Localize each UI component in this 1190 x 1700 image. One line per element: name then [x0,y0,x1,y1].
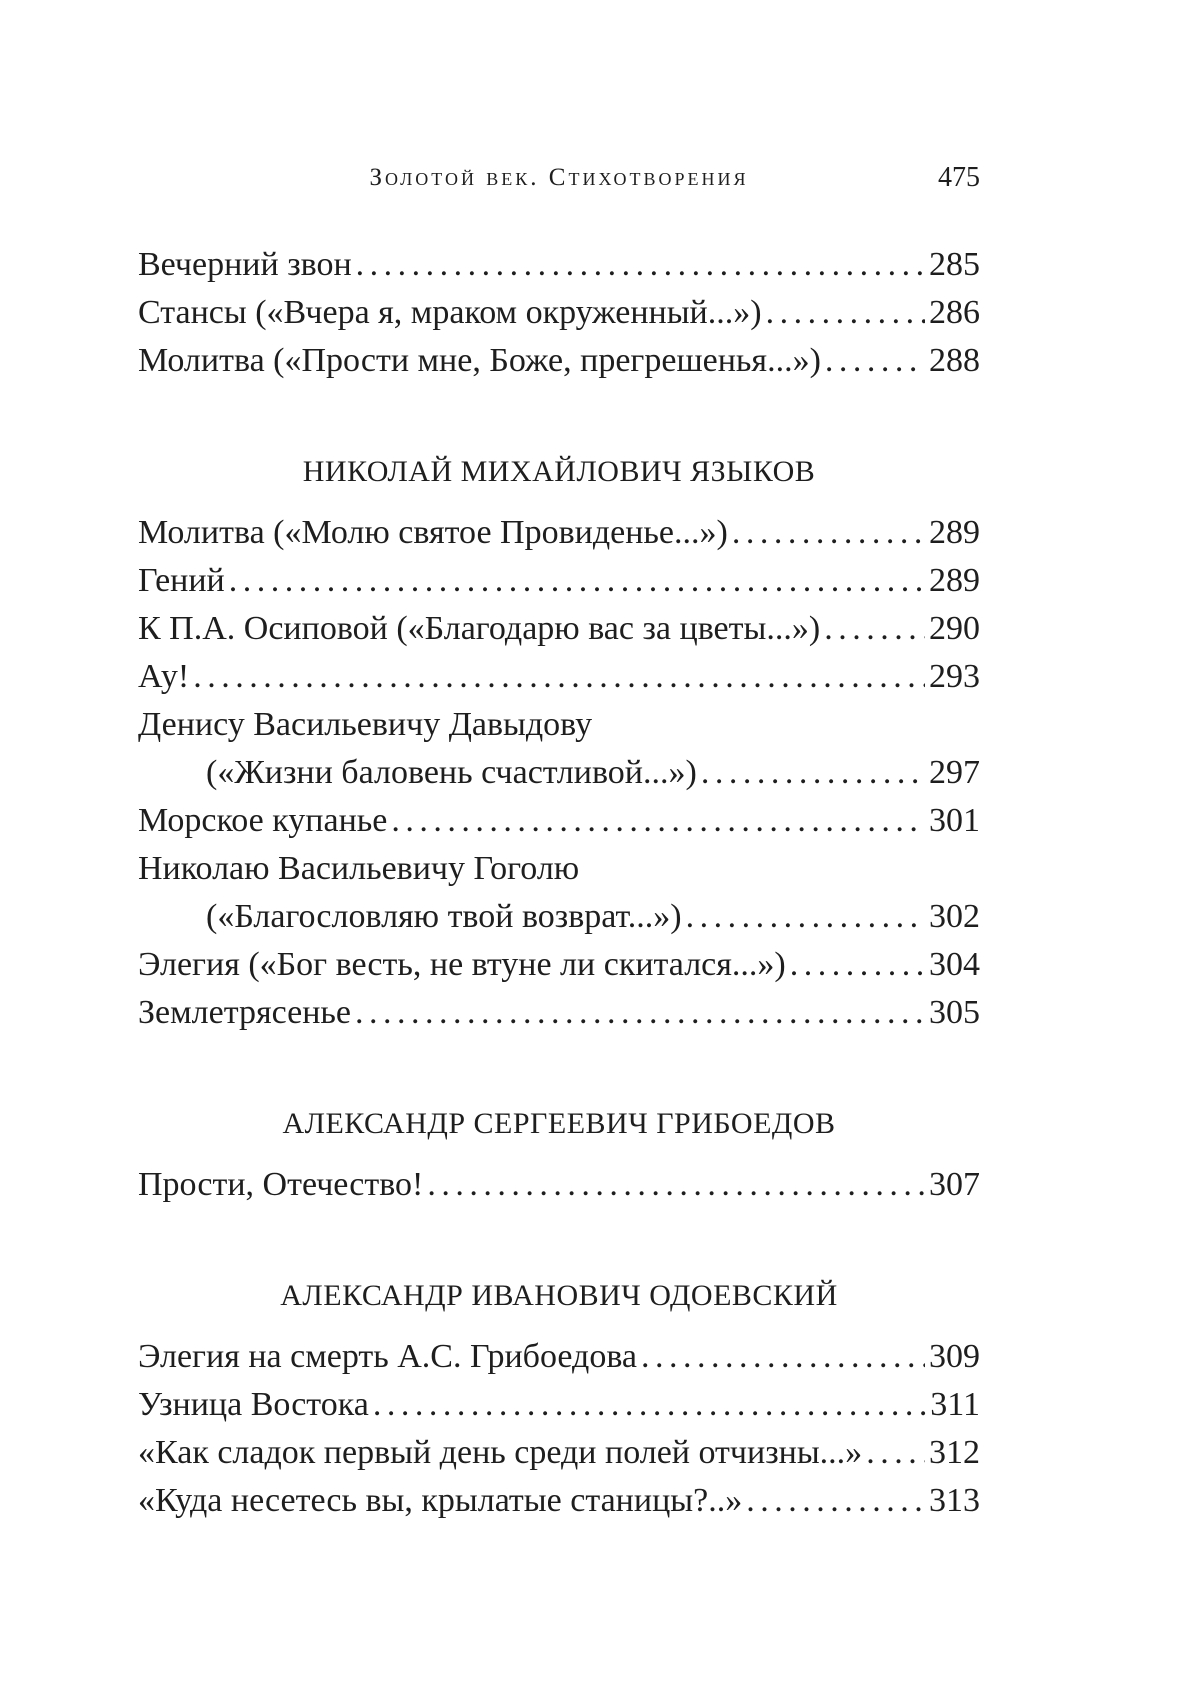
toc-entry-title: Землетрясенье [138,994,351,1031]
running-title: Золотой век. Стихотворения [369,164,749,191]
toc-entry [138,509,980,557]
dot-leader [229,557,925,605]
toc-entry-title: («Жизни баловень счастливой...») [206,754,697,791]
toc-entry [138,605,980,653]
toc-entry [138,1477,980,1525]
toc-entry-page: 290 [929,610,980,647]
toc-entry-title: Стансы («Вчера я, мраком окруженный...») [138,294,762,331]
toc-entry-page: 286 [929,294,980,331]
toc-entry [138,241,980,289]
toc-entry-page: 302 [929,898,980,935]
toc-entry-title: Молитва («Прости мне, Боже, прегрешенья...») [138,342,821,379]
toc-entry [138,1161,980,1209]
dot-leader [824,605,925,653]
running-head [138,158,980,198]
toc-entry-page: 293 [929,658,980,695]
toc-entry-title: Узница Востока [138,1386,369,1423]
toc-entry [138,557,980,605]
toc-entry [138,989,980,1037]
toc-entry [138,1429,980,1477]
toc-entry [138,1333,980,1381]
author-heading: НИКОЛАЙ МИХАЙЛОВИЧ ЯЗЫКОВ [302,455,816,488]
toc-entry-title: («Благословляю твой возврат...») [206,898,682,935]
dot-leader [766,289,925,337]
toc-entry-title: Молитва («Молю святое Провиденье...») [138,514,728,551]
dot-leader [641,1333,925,1381]
toc-entry-title: Элегия («Бог весть, не втуне ли скитался...») [138,946,786,983]
dot-leader [732,509,925,557]
toc-entry [138,289,980,337]
toc-entry-page: 311 [930,1386,980,1423]
toc-entry-page: 304 [929,946,980,983]
author-heading: АЛЕКСАНДР СЕРГЕЕВИЧ ГРИБОЕДОВ [282,1107,836,1140]
toc-entry-page: 301 [929,802,980,839]
toc-entry-page: 305 [929,994,980,1031]
author-heading: АЛЕКСАНДР ИВАНОВИЧ ОДОЕВСКИЙ [280,1279,838,1312]
toc-entry-page: 288 [929,342,980,379]
toc-entry [138,893,980,941]
table-of-contents [138,241,980,1525]
toc-entry-page: 289 [929,562,980,599]
toc-entry-page: 313 [929,1482,980,1519]
toc-entry-title: Вечерний звон [138,246,352,283]
dot-leader [825,337,925,385]
dot-leader [701,749,925,797]
dot-leader [193,653,925,701]
dot-leader [866,1429,925,1477]
dot-leader [746,1477,925,1525]
toc-entry [138,653,980,701]
toc-entry-page: 312 [929,1434,980,1471]
toc-entry-title: Прости, Отечество! [138,1166,424,1203]
dot-leader [427,1161,925,1209]
dot-leader [790,941,925,989]
toc-entry [138,941,980,989]
toc-entry-title: К П.А. Осиповой («Благодарю вас за цветы...») [138,610,821,647]
toc-entry-page: 307 [929,1166,980,1203]
dot-leader [355,989,925,1037]
dot-leader [356,241,925,289]
toc-entry-page: 297 [929,754,980,791]
toc-entry-page: 285 [929,246,980,283]
toc-entry-title-line1: Николаю Васильевичу Гоголю [138,850,580,887]
toc-entry [138,749,980,797]
toc-entry-page: 289 [929,514,980,551]
toc-entry-page: 309 [929,1338,980,1375]
toc-entry-title-line1: Денису Васильевичу Давыдову [138,706,593,743]
toc-entry [138,337,980,385]
page-number: 475 [938,162,980,193]
toc-entry [138,797,980,845]
toc-entry-title: Ау! [138,658,190,695]
dot-leader [391,797,925,845]
toc-entry-title: Элегия на смерть А.С. Грибоедова [138,1338,638,1375]
toc-entry-title: «Как сладок первый день среди полей отчизны...» [138,1434,863,1471]
toc-entry [138,1381,980,1429]
toc-entry-title: «Куда несетесь вы, крылатые станицы?..» [138,1482,743,1519]
toc-entry-title: Морское купанье [138,802,388,839]
toc-entry-title: Гений [138,562,225,599]
dot-leader [373,1381,926,1429]
dot-leader [686,893,925,941]
